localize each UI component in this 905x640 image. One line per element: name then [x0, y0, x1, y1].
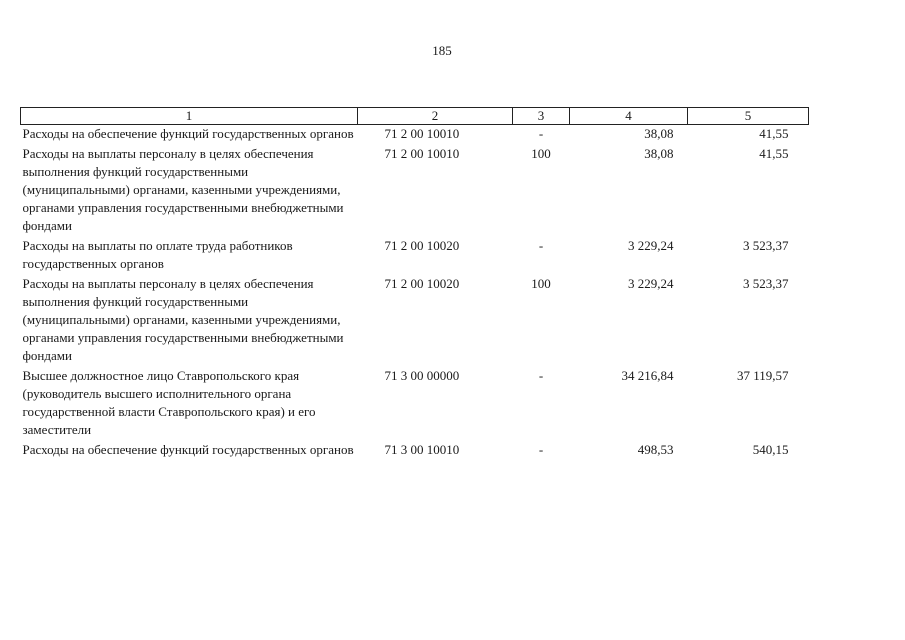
table-row: [21, 367, 809, 441]
target-article-code: 71 2 00 10020: [384, 276, 460, 291]
expense-name: Расходы на выплаты персоналу в целях обеспечения выполнения функций государственными (муниципальными) органами, казенными учреждениями, органами управления государственными внебюджетными фондами: [22, 276, 344, 363]
expense-type: 100: [531, 146, 551, 161]
expense-type: -: [538, 442, 544, 457]
table-row: [21, 275, 809, 367]
header-col-5: 5: [688, 108, 809, 125]
amount-col-4: 38,08: [644, 126, 674, 141]
amount-col-5: 540,15: [752, 442, 789, 457]
expense-name: Высшее должностное лицо Ставропольского края (руководитель высшего исполнительного органа государственной власти Ставропольского края) и его заместители: [22, 368, 316, 437]
table-row: [21, 237, 809, 275]
amount-col-5: 3 523,37: [743, 276, 789, 291]
amount-col-4: 34 216,84: [621, 368, 674, 383]
target-article-code: 71 3 00 00000: [384, 368, 460, 383]
header-col-1: 1: [21, 108, 358, 125]
expense-name: Расходы на обеспечение функций государственных органов: [22, 442, 354, 457]
header-col-3: 3: [513, 108, 570, 125]
target-article-code: 71 2 00 10010: [384, 126, 460, 141]
amount-col-5: 3 523,37: [743, 238, 789, 253]
target-article-code: 71 2 00 10020: [384, 238, 460, 253]
header-col-4: 4: [570, 108, 688, 125]
expense-type: -: [538, 126, 544, 141]
expense-type: -: [538, 368, 544, 383]
table-row: [21, 145, 809, 237]
expense-type: -: [538, 238, 544, 253]
amount-col-5: 37 119,57: [736, 368, 789, 383]
amount-col-4: 38,08: [644, 146, 674, 161]
target-article-code: 71 3 00 10010: [384, 442, 460, 457]
amount-col-4: 498,53: [637, 442, 674, 457]
table-row: [21, 441, 809, 461]
page-number: 185: [432, 43, 452, 58]
expense-type: 100: [531, 276, 551, 291]
amount-col-5: 41,55: [759, 146, 789, 161]
table-row: [21, 125, 809, 146]
header-col-2: 2: [358, 108, 513, 125]
expense-name: Расходы на выплаты персоналу в целях обеспечения выполнения функций государственными (муниципальными) органами, казенными учреждениями, органами управления государственными внебюджетными фондами: [22, 146, 344, 233]
amount-col-5: 41,55: [759, 126, 789, 141]
expense-name: Расходы на обеспечение функций государственных органов: [22, 126, 354, 141]
target-article-code: 71 2 00 10010: [384, 146, 460, 161]
table-header-row: [21, 108, 809, 125]
amount-col-4: 3 229,24: [628, 276, 674, 291]
budget-table: [20, 107, 809, 461]
amount-col-4: 3 229,24: [628, 238, 674, 253]
expense-name: Расходы на выплаты по оплате труда работников государственных органов: [22, 238, 293, 271]
